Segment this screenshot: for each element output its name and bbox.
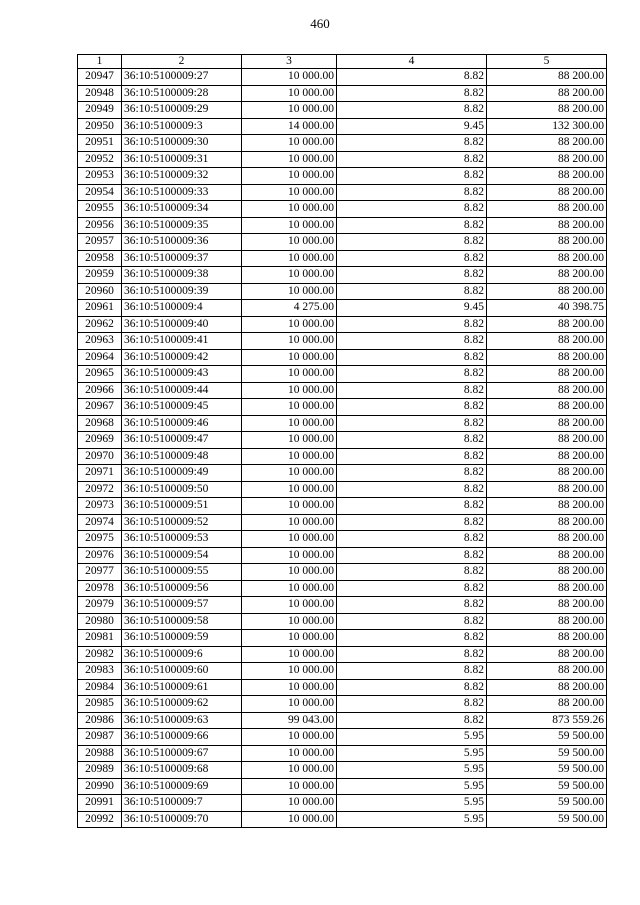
cadastral-number-cell: 36:10:5100009:50 [122,481,242,498]
table-row [78,580,607,597]
total-cell: 88 200.00 [487,283,607,300]
area-cell: 10 000.00 [242,366,337,383]
table-row [78,382,607,399]
table-row [78,349,607,366]
table-row [78,201,607,218]
table-row [78,333,607,350]
rate-cell: 5.95 [337,729,487,746]
area-cell: 10 000.00 [242,580,337,597]
table-row [78,267,607,284]
table-row [78,564,607,581]
rate-cell: 8.82 [337,514,487,531]
table-row [78,300,607,317]
area-cell: 10 000.00 [242,745,337,762]
row-number-cell: 20984 [78,679,122,696]
table-row [78,795,607,812]
rate-cell: 8.82 [337,597,487,614]
rate-cell: 8.82 [337,85,487,102]
table-row [78,514,607,531]
cadastral-number-cell: 36:10:5100009:53 [122,531,242,548]
cadastral-number-cell: 36:10:5100009:36 [122,234,242,251]
table-row [78,250,607,267]
total-cell: 88 200.00 [487,382,607,399]
rate-cell: 9.45 [337,300,487,317]
area-cell: 10 000.00 [242,250,337,267]
row-number-cell: 20986 [78,712,122,729]
total-cell: 88 200.00 [487,448,607,465]
table-row [78,729,607,746]
rate-cell: 9.45 [337,118,487,135]
total-cell: 88 200.00 [487,399,607,416]
total-cell: 88 200.00 [487,630,607,647]
total-cell: 59 500.00 [487,762,607,779]
total-cell: 88 200.00 [487,498,607,515]
rate-cell: 8.82 [337,366,487,383]
area-cell: 99 043.00 [242,712,337,729]
total-cell: 88 200.00 [487,663,607,680]
table-row [78,778,607,795]
area-cell: 10 000.00 [242,316,337,333]
total-cell: 88 200.00 [487,465,607,482]
rate-cell: 8.82 [337,399,487,416]
total-cell: 88 200.00 [487,531,607,548]
cadastral-number-cell: 36:10:5100009:40 [122,316,242,333]
area-cell: 10 000.00 [242,811,337,828]
total-cell: 88 200.00 [487,184,607,201]
area-cell: 10 000.00 [242,564,337,581]
cadastral-number-cell: 36:10:5100009:32 [122,168,242,185]
total-cell: 88 200.00 [487,547,607,564]
row-number-cell: 20989 [78,762,122,779]
table-row [78,712,607,729]
table-row [78,630,607,647]
row-number-cell: 20979 [78,597,122,614]
total-cell: 40 398.75 [487,300,607,317]
cadastral-number-cell: 36:10:5100009:52 [122,514,242,531]
cadastral-number-cell: 36:10:5100009:59 [122,630,242,647]
cadastral-number-cell: 36:10:5100009:35 [122,217,242,234]
rate-cell: 8.82 [337,613,487,630]
row-number-cell: 20978 [78,580,122,597]
table-row [78,102,607,119]
table-row [78,135,607,152]
cadastral-number-cell: 36:10:5100009:51 [122,498,242,515]
row-number-cell: 20949 [78,102,122,119]
row-number-cell: 20982 [78,646,122,663]
area-cell: 10 000.00 [242,696,337,713]
rate-cell: 8.82 [337,679,487,696]
cadastral-number-cell: 36:10:5100009:60 [122,663,242,680]
table-row [78,234,607,251]
rate-cell: 5.95 [337,762,487,779]
total-cell: 88 200.00 [487,217,607,234]
cadastral-number-cell: 36:10:5100009:33 [122,184,242,201]
cadastral-number-cell: 36:10:5100009:3 [122,118,242,135]
table-row [78,498,607,515]
table-row [78,168,607,185]
rate-cell: 8.82 [337,465,487,482]
rate-cell: 8.82 [337,630,487,647]
area-cell: 10 000.00 [242,663,337,680]
row-number-cell: 20952 [78,151,122,168]
rate-cell: 8.82 [337,498,487,515]
total-cell: 88 200.00 [487,333,607,350]
cadastral-number-cell: 36:10:5100009:41 [122,333,242,350]
cadastral-number-cell: 36:10:5100009:54 [122,547,242,564]
total-cell: 88 200.00 [487,316,607,333]
rate-cell: 8.82 [337,135,487,152]
rate-cell: 8.82 [337,663,487,680]
row-number-cell: 20956 [78,217,122,234]
rate-cell: 8.82 [337,432,487,449]
rate-cell: 5.95 [337,811,487,828]
area-cell: 10 000.00 [242,234,337,251]
rate-cell: 5.95 [337,795,487,812]
area-cell: 10 000.00 [242,762,337,779]
table-row [78,547,607,564]
table-row [78,366,607,383]
area-cell: 10 000.00 [242,547,337,564]
row-number-cell: 20951 [78,135,122,152]
table-row [78,745,607,762]
total-cell: 88 200.00 [487,267,607,284]
rate-cell: 8.82 [337,267,487,284]
area-cell: 10 000.00 [242,679,337,696]
total-cell: 88 200.00 [487,432,607,449]
cadastral-number-cell: 36:10:5100009:29 [122,102,242,119]
area-cell: 10 000.00 [242,184,337,201]
table-header-row [78,55,607,69]
table-row [78,399,607,416]
cadastral-number-cell: 36:10:5100009:44 [122,382,242,399]
total-cell: 88 200.00 [487,415,607,432]
area-cell: 10 000.00 [242,481,337,498]
area-cell: 10 000.00 [242,85,337,102]
cadastral-number-cell: 36:10:5100009:55 [122,564,242,581]
row-number-cell: 20962 [78,316,122,333]
row-number-cell: 20950 [78,118,122,135]
row-number-cell: 20991 [78,795,122,812]
table-row [78,663,607,680]
rate-cell: 8.82 [337,531,487,548]
table-row [78,531,607,548]
cadastral-number-cell: 36:10:5100009:57 [122,597,242,614]
cadastral-number-cell: 36:10:5100009:43 [122,366,242,383]
area-cell: 10 000.00 [242,514,337,531]
rate-cell: 8.82 [337,250,487,267]
cadastral-number-cell: 36:10:5100009:49 [122,465,242,482]
column-header-2: 2 [122,55,242,69]
area-cell: 10 000.00 [242,382,337,399]
row-number-cell: 20977 [78,564,122,581]
register-table [77,54,607,828]
total-cell: 88 200.00 [487,679,607,696]
row-number-cell: 20973 [78,498,122,515]
rate-cell: 8.82 [337,564,487,581]
row-number-cell: 20974 [78,514,122,531]
rate-cell: 8.82 [337,448,487,465]
total-cell: 88 200.00 [487,151,607,168]
total-cell: 88 200.00 [487,201,607,218]
cadastral-number-cell: 36:10:5100009:46 [122,415,242,432]
cadastral-number-cell: 36:10:5100009:62 [122,696,242,713]
table-row [78,69,607,86]
column-header-1: 1 [78,55,122,69]
table-row [78,283,607,300]
cadastral-number-cell: 36:10:5100009:70 [122,811,242,828]
row-number-cell: 20957 [78,234,122,251]
table-row [78,448,607,465]
area-cell: 10 000.00 [242,630,337,647]
row-number-cell: 20961 [78,300,122,317]
rate-cell: 8.82 [337,481,487,498]
area-cell: 10 000.00 [242,168,337,185]
area-cell: 14 000.00 [242,118,337,135]
area-cell: 10 000.00 [242,267,337,284]
area-cell: 10 000.00 [242,531,337,548]
total-cell: 88 200.00 [487,135,607,152]
rate-cell: 8.82 [337,168,487,185]
cadastral-number-cell: 36:10:5100009:45 [122,399,242,416]
table-row [78,646,607,663]
total-cell: 59 500.00 [487,795,607,812]
rate-cell: 8.82 [337,696,487,713]
rate-cell: 8.82 [337,184,487,201]
cadastral-number-cell: 36:10:5100009:56 [122,580,242,597]
area-cell: 10 000.00 [242,151,337,168]
total-cell: 88 200.00 [487,250,607,267]
row-number-cell: 20953 [78,168,122,185]
cadastral-number-cell: 36:10:5100009:48 [122,448,242,465]
row-number-cell: 20963 [78,333,122,350]
column-header-5: 5 [487,55,607,69]
row-number-cell: 20958 [78,250,122,267]
row-number-cell: 20955 [78,201,122,218]
area-cell: 10 000.00 [242,69,337,86]
cadastral-number-cell: 36:10:5100009:61 [122,679,242,696]
cadastral-number-cell: 36:10:5100009:39 [122,283,242,300]
cadastral-number-cell: 36:10:5100009:4 [122,300,242,317]
row-number-cell: 20985 [78,696,122,713]
rate-cell: 8.82 [337,217,487,234]
area-cell: 10 000.00 [242,613,337,630]
row-number-cell: 20966 [78,382,122,399]
rate-cell: 5.95 [337,778,487,795]
table-body [78,55,607,828]
rate-cell: 8.82 [337,712,487,729]
table-row [78,184,607,201]
rate-cell: 8.82 [337,234,487,251]
total-cell: 88 200.00 [487,696,607,713]
table-row [78,217,607,234]
row-number-cell: 20960 [78,283,122,300]
rate-cell: 8.82 [337,415,487,432]
row-number-cell: 20969 [78,432,122,449]
row-number-cell: 20947 [78,69,122,86]
total-cell: 88 200.00 [487,102,607,119]
rate-cell: 8.82 [337,382,487,399]
table-row [78,432,607,449]
total-cell: 88 200.00 [487,69,607,86]
rate-cell: 8.82 [337,646,487,663]
row-number-cell: 20972 [78,481,122,498]
table-row [78,316,607,333]
row-number-cell: 20992 [78,811,122,828]
cadastral-number-cell: 36:10:5100009:68 [122,762,242,779]
cadastral-number-cell: 36:10:5100009:38 [122,267,242,284]
row-number-cell: 20967 [78,399,122,416]
row-number-cell: 20971 [78,465,122,482]
table-row [78,151,607,168]
table-row [78,415,607,432]
total-cell: 88 200.00 [487,564,607,581]
cadastral-number-cell: 36:10:5100009:37 [122,250,242,267]
column-header-4: 4 [337,55,487,69]
total-cell: 88 200.00 [487,597,607,614]
table-row [78,465,607,482]
total-cell: 88 200.00 [487,481,607,498]
row-number-cell: 20990 [78,778,122,795]
rate-cell: 5.95 [337,745,487,762]
total-cell: 88 200.00 [487,366,607,383]
area-cell: 10 000.00 [242,201,337,218]
rate-cell: 8.82 [337,151,487,168]
table-row [78,85,607,102]
table-row [78,762,607,779]
cadastral-number-cell: 36:10:5100009:7 [122,795,242,812]
cadastral-number-cell: 36:10:5100009:47 [122,432,242,449]
total-cell: 132 300.00 [487,118,607,135]
cadastral-number-cell: 36:10:5100009:28 [122,85,242,102]
row-number-cell: 20976 [78,547,122,564]
total-cell: 88 200.00 [487,514,607,531]
row-number-cell: 20959 [78,267,122,284]
area-cell: 10 000.00 [242,729,337,746]
rate-cell: 8.82 [337,316,487,333]
cadastral-number-cell: 36:10:5100009:69 [122,778,242,795]
cadastral-number-cell: 36:10:5100009:42 [122,349,242,366]
cadastral-number-cell: 36:10:5100009:34 [122,201,242,218]
area-cell: 10 000.00 [242,448,337,465]
area-cell: 10 000.00 [242,217,337,234]
cadastral-number-cell: 36:10:5100009:31 [122,151,242,168]
total-cell: 59 500.00 [487,729,607,746]
row-number-cell: 20964 [78,349,122,366]
area-cell: 10 000.00 [242,432,337,449]
rate-cell: 8.82 [337,102,487,119]
table-row [78,811,607,828]
area-cell: 10 000.00 [242,349,337,366]
table-row [78,613,607,630]
cadastral-number-cell: 36:10:5100009:63 [122,712,242,729]
row-number-cell: 20975 [78,531,122,548]
rate-cell: 8.82 [337,69,487,86]
row-number-cell: 20970 [78,448,122,465]
area-cell: 4 275.00 [242,300,337,317]
column-header-3: 3 [242,55,337,69]
table-row [78,597,607,614]
cadastral-number-cell: 36:10:5100009:66 [122,729,242,746]
area-cell: 10 000.00 [242,778,337,795]
table-row [78,118,607,135]
cadastral-number-cell: 36:10:5100009:27 [122,69,242,86]
total-cell: 88 200.00 [487,646,607,663]
rate-cell: 8.82 [337,580,487,597]
area-cell: 10 000.00 [242,283,337,300]
area-cell: 10 000.00 [242,399,337,416]
area-cell: 10 000.00 [242,646,337,663]
row-number-cell: 20980 [78,613,122,630]
table-row [78,696,607,713]
area-cell: 10 000.00 [242,333,337,350]
rate-cell: 8.82 [337,333,487,350]
rate-cell: 8.82 [337,547,487,564]
row-number-cell: 20968 [78,415,122,432]
area-cell: 10 000.00 [242,135,337,152]
row-number-cell: 20981 [78,630,122,647]
cadastral-number-cell: 36:10:5100009:30 [122,135,242,152]
row-number-cell: 20987 [78,729,122,746]
total-cell: 88 200.00 [487,580,607,597]
row-number-cell: 20965 [78,366,122,383]
area-cell: 10 000.00 [242,795,337,812]
total-cell: 88 200.00 [487,168,607,185]
rate-cell: 8.82 [337,201,487,218]
row-number-cell: 20988 [78,745,122,762]
area-cell: 10 000.00 [242,465,337,482]
row-number-cell: 20948 [78,85,122,102]
cadastral-number-cell: 36:10:5100009:6 [122,646,242,663]
rate-cell: 8.82 [337,349,487,366]
total-cell: 59 500.00 [487,745,607,762]
row-number-cell: 20954 [78,184,122,201]
table-row [78,481,607,498]
cadastral-number-cell: 36:10:5100009:67 [122,745,242,762]
total-cell: 59 500.00 [487,778,607,795]
total-cell: 88 200.00 [487,85,607,102]
page-number: 460 [310,16,330,31]
total-cell: 59 500.00 [487,811,607,828]
rate-cell: 8.82 [337,283,487,300]
area-cell: 10 000.00 [242,597,337,614]
row-number-cell: 20983 [78,663,122,680]
area-cell: 10 000.00 [242,415,337,432]
total-cell: 88 200.00 [487,234,607,251]
table-row [78,679,607,696]
area-cell: 10 000.00 [242,498,337,515]
area-cell: 10 000.00 [242,102,337,119]
cadastral-number-cell: 36:10:5100009:58 [122,613,242,630]
total-cell: 88 200.00 [487,613,607,630]
total-cell: 88 200.00 [487,349,607,366]
total-cell: 873 559.26 [487,712,607,729]
